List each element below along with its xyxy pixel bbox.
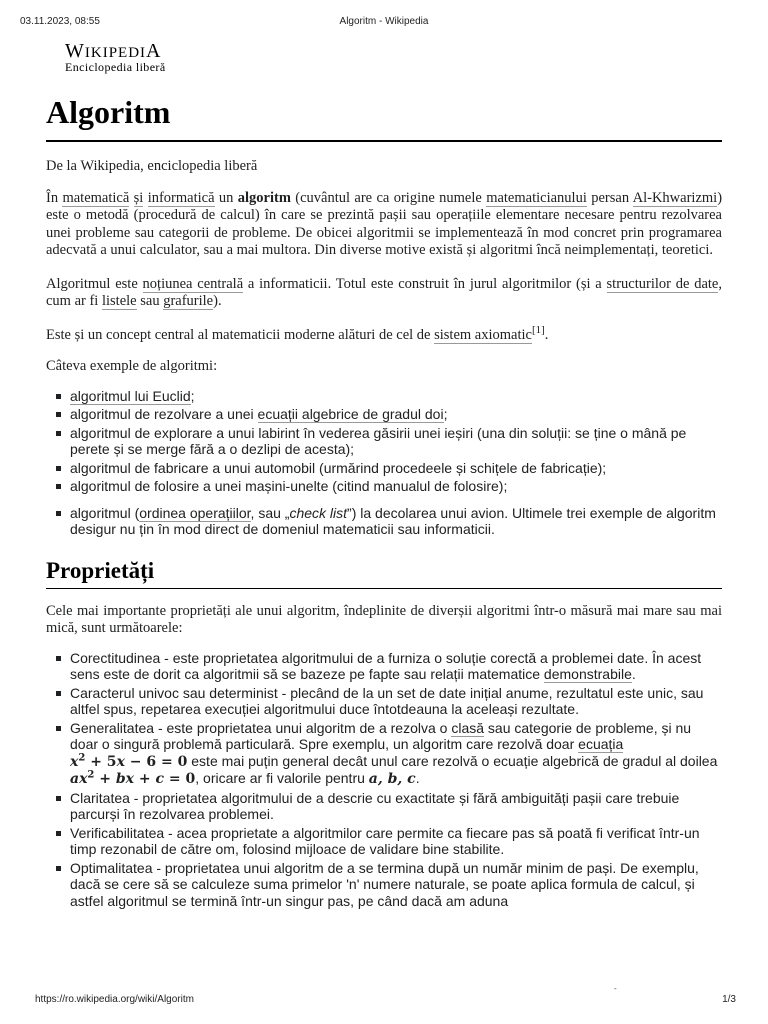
text: Generalitatea - este proprietatea unui algoritm de a rezolva o [70,719,452,736]
text: , sau „ [250,504,290,521]
text: Algoritmul este [46,275,143,292]
page-break-mark: - [614,984,617,993]
text: Este și un concept central al matematicii moderne alături de cel de [46,326,435,343]
math-var: x [70,753,79,770]
link-structurilor-de-date[interactable]: structurilor de date [606,275,719,292]
reference-1[interactable]: [1] [531,323,545,336]
math-variables: a, b, c [368,771,416,787]
list-item: Optimalitatea - proprietatea unui algoritm de a se termina după un număr minim de pași. De exemplu, dacă se cere să se calculeze suma primelor 'n' numere naturale, se poate aplica formula de calcul, și astfel algoritmul se termină într-un singur pas, pe când dacă am aduna [70,860,722,910]
paragraph-3 [46,323,722,345]
list-item [70,406,722,423]
list-item [70,720,722,788]
math-equation-2 [70,771,195,787]
text: ; [443,406,448,422]
math-var: x [116,753,125,770]
link-notiunea-centrala[interactable]: noțiunea centrală [142,275,244,292]
logo-tagline: Enciclopedia liberă [65,60,166,74]
list-item: algoritmul de fabricare a unui automobil (urmărind procedeele și schițele de fabricație); [70,460,722,477]
math-op: + [94,771,116,787]
text: . [544,326,549,343]
list-item [70,650,722,683]
list-item [70,505,722,538]
text: ”) la decolarea unui avion. Ultimele trei exemple de algoritm desigur nu țin în mod direct de domeniul matematicii sau informaticii. [70,504,716,537]
link-ordinea-operatiilor[interactable]: ordinea operațiilor [139,504,251,521]
link-matematica[interactable]: matematică [62,189,130,206]
link-sistem-axiomatic[interactable]: sistem axiomatic [434,326,532,343]
text: ) este o metodă (procedură de calcul) în care se prezintă pașii sau operațiile elementare necesare pentru rezolvarea unei probleme sau categorii de probleme. De obicei algoritmii se implementează în mod concret prin programarea adecvată a unui calculator, sau a mai multora. Din diverse motive există și algoritmi încă neimplementați, teoretici. [46,189,723,258]
text: sau [136,293,164,309]
properties-intro: Cele mai importante proprietăți ale unui algoritm, îndeplinite de diverșii algoritmi într-o măsură mai mare sau mai mică, sunt următoarele: [46,602,722,636]
text: . [631,666,636,682]
link-ecuatii-algebrice[interactable]: ecuații algebrice de gradul doi [257,406,444,422]
text [129,190,133,206]
link-grafurile[interactable]: grafurile [163,293,214,309]
link-informatica[interactable]: informatică [147,189,215,206]
text: sau categorie de probleme, și nu doar o singură problemă particulară. Spre exemplu, un algoritm care rezolvă doar [70,719,692,752]
text: algoritmul ( [70,504,140,521]
link-algoritmul-lui-euclid[interactable]: algoritmul lui Euclid [70,387,191,404]
page-title: Algoritm [46,92,722,142]
text: un [214,189,238,206]
section-heading-proprietati: Proprietăți [46,556,722,589]
text: (cuvântul are ca origine numele [290,189,487,206]
math-exp: 2 [87,769,95,781]
list-item: algoritmul de explorare a unui labirint în vederea găsirii unei ieșiri (una din soluții: se ține o mână pe perete și se merge fără a o dezlipi de acesta); [70,425,722,458]
paragraph-2 [46,276,722,311]
intro-paragraph [46,190,722,260]
link-clasa[interactable]: clasă [451,719,485,736]
math-op: = 0 [164,771,196,787]
math-op: + [134,771,156,787]
text: , cum ar fi [46,275,722,309]
math-equation-1 [70,751,188,770]
text: persan [586,189,633,206]
list-item: algoritmul de folosire a unei mașini-unelte (citind manualul de folosire); [70,478,722,495]
list-item: Verificabilitatea - acea proprietate a algoritmilor care permite ca fiecare pas să poată fi verificat într-un timp rezonabil de către om, folosind mijloace de validare bine stabilite. [70,825,722,858]
link-listele[interactable]: listele [101,293,137,309]
logo-letter-first: W [65,40,85,62]
logo-letter-last: A [146,40,162,62]
print-page-number: 1/3 [722,994,736,1005]
wikipedia-logo[interactable] [65,40,166,75]
math-var: ax [70,771,88,787]
list-item [70,388,722,405]
text: ; [190,387,195,404]
text: este mai puțin general decât unul care rezolvă o ecuație algebrică de gradul al doilea [187,752,718,769]
print-url: https://ro.wikipedia.org/wiki/Algoritm [35,994,194,1005]
link-si[interactable]: și [133,189,144,206]
text: ). [213,293,222,309]
link-al-khwarizmi[interactable]: Al-Khwarizmi [632,189,718,206]
article-content [46,92,722,911]
print-page-title: Algoritm - Wikipedia [339,16,429,27]
examples-list [46,388,722,538]
logo-letters-mid: IKIPEDI [84,45,147,61]
text: , oricare ar fi valorile pentru [195,770,369,786]
link-ecuatia[interactable]: ecuația [578,736,624,752]
math-op: − 6 = 0 [124,753,188,770]
text: În [46,189,63,206]
print-header [0,0,768,27]
properties-list [46,650,722,910]
link-demonstrabile[interactable]: demonstrabile [543,666,632,682]
text: a informaticii. Totul este construit în jurul algoritmilor (și a [243,275,607,292]
text: . [415,770,420,786]
list-item: Claritatea - proprietatea algoritmului de a descrie cu exactitate și fără ambiguități pașii care trebuie parcurși în rezolvarea problemei. [70,790,722,823]
list-item: Caracterul univoc sau determinist - plecând de la un set de date inițial anume, rezultatul este unic, sau altfel spus, repetarea execuției algoritmului duce întotdeauna la aceleași rezultate. [70,685,722,718]
math-op: + 5 [85,753,117,770]
link-matematicianului[interactable]: matematicianului [486,189,587,206]
from-line: De la Wikipedia, enciclopedia liberă [46,158,258,174]
text: algoritmul de rezolvare a unei [70,406,258,422]
term-algoritm: algoritm [237,189,291,206]
math-var: c [155,771,165,787]
check-list-term: check list [289,504,348,521]
paragraph-4: Câteva exemple de algoritmi: [46,358,218,374]
print-datetime: 03.11.2023, 08:55 [20,16,100,27]
math-var: bx [115,771,135,787]
text: Corectitudinea - este proprietatea algoritmului de a furniza o soluție corectă a problemei date. În acest sens este de dorit ca algoritmii să se bazeze pe fapte sau relații matematice [70,649,702,682]
math-exp: 2 [78,751,86,763]
